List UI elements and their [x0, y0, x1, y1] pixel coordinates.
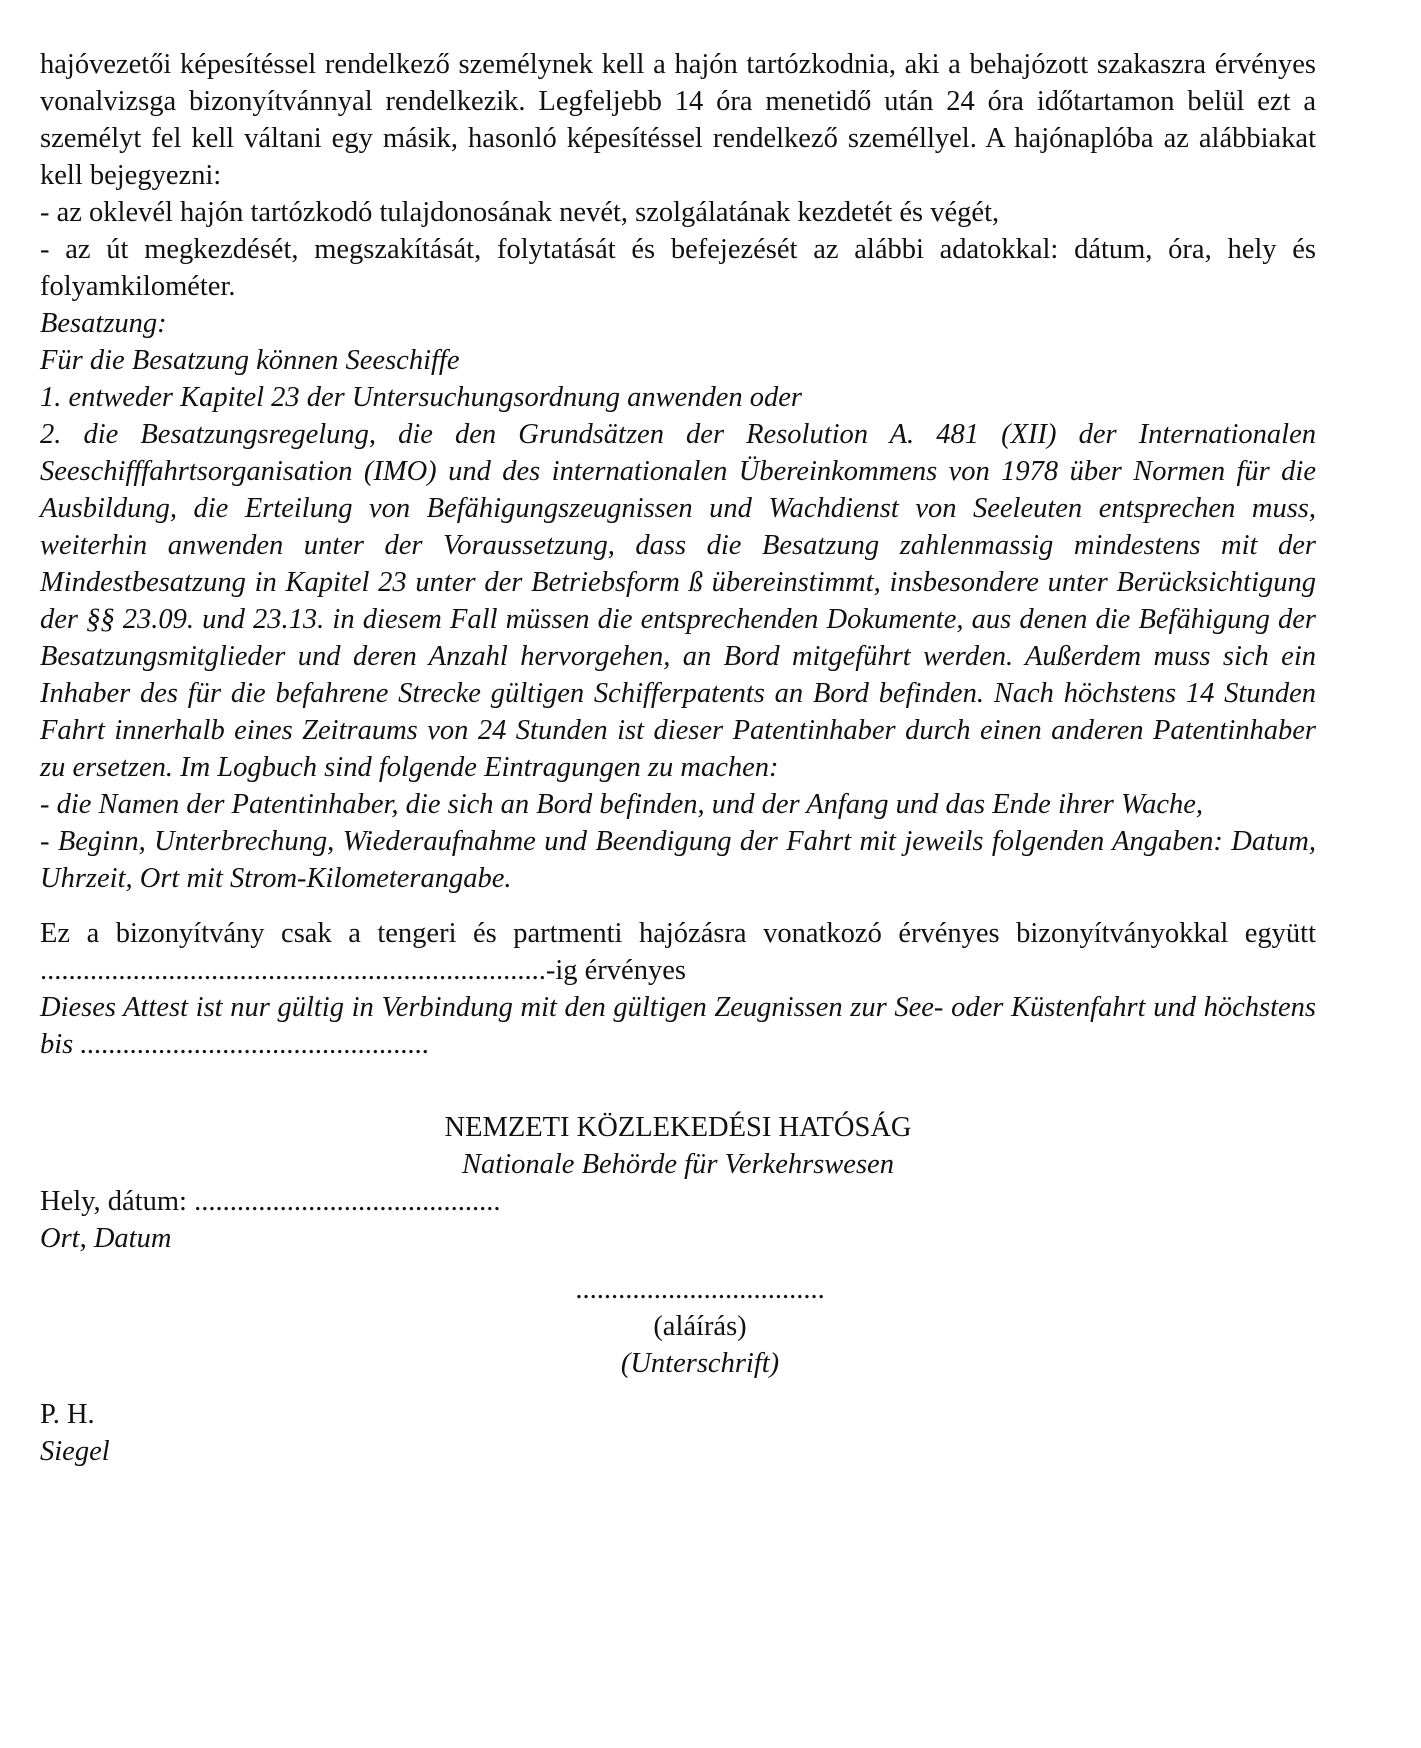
german-list-item: - die Namen der Patentinhaber, die sich an Bord befinden, und der Anfang und das Ende ihrer Wache, — [40, 789, 1204, 820]
document-page — [40, 46, 1316, 1470]
place-date-field: Hely, dátum: ........................................... — [40, 1186, 501, 1217]
hungarian-paragraph: hajóvezetői képesítéssel rendelkező személynek kell a hajón tartózkodnia, aki a behajózott szakaszra érvényes vonalvizsga bizonyítvánnyal rendelkezik. Legfeljebb 14 óra menetidő után 24 óra időtartamon belül ezt a személyt fel kell váltani egy másik, hasonló képesítéssel rendelkező személlyel. A hajónaplóba az alábbiakat kell bejegyezni: — [40, 49, 1316, 191]
german-list-item: 2. die Besatzungsregelung, die den Grundsätzen der Resolution A. 481 (XII) der Internationalen Seeschifffahrtsorganisation (IMO) und des internationalen Übereinkommens von 1978 über Normen für die Ausbildung, die Erteilung von Befähigungszeugnissen und Wachdienst von Seeleuten entsprechen muss, weiterhin anwenden unter der Voraussetzung, dass die Besatzung zahlenmassig mindestens mit der Mindestbesatzung in Kapitel 23 unter der Betriebsform ß übereinstimmt, insbesondere unter Berücksichtigung der §§ 23.09. und 23.13. in diesem Fall müssen die entsprechenden Dokumente, aus denen die Befähigung der Besatzungsmitglieder und deren Anzahl hervorgehen, an Bord mitgeführt werden. Außerdem muss sich ein Inhaber des für die befahrene Strecke gültigen Schifferpatents an Bord befinden. Nach höchstens 14 Stunden Fahrt innerhalb eines Zeitraums von 24 Stunden ist dieser Patentinhaber durch einen anderen Patentinhaber zu ersetzen. Im Logbuch sind folgende Eintragungen zu machen: — [40, 419, 1316, 783]
hungarian-list-item: - az oklevél hajón tartózkodó tulajdonosának nevét, szolgálatának kezdetét és végét, — [40, 197, 1000, 228]
validity-german: Dieses Attest ist nur gültig in Verbindung mit den gültigen Zeugnissen zur See- oder Küstenfahrt und höchstens bis ................................................. — [40, 992, 1316, 1060]
german-heading: Besatzung: — [40, 308, 167, 339]
signature-label: (aláírás) — [653, 1311, 747, 1342]
german-list-item: - Beginn, Unterbrechung, Wiederaufnahme und Beendigung der Fahrt mit jeweils folgenden Angaben: Datum, Uhrzeit, Ort mit Strom-Kilometerangabe. — [40, 826, 1316, 894]
seal-label: P. H. — [40, 1399, 95, 1430]
signature-line: ................................... — [575, 1274, 825, 1305]
hungarian-list-item: - az út megkezdését, megszakítását, folytatását és befejezését az alábbi adatokkal: dátum, óra, hely és folyamkilométer. — [40, 234, 1316, 302]
seal-label-german: Siegel — [40, 1436, 110, 1467]
place-date-label-german: Ort, Datum — [40, 1223, 172, 1254]
german-intro: Für die Besatzung können Seeschiffe — [40, 345, 460, 376]
signature-block — [530, 1271, 870, 1382]
authority-name: NEMZETI KÖZLEKEDÉSI HATÓSÁG — [444, 1112, 912, 1143]
authority-name-german: Nationale Behörde für Verkehrswesen — [462, 1149, 894, 1180]
validity-hungarian: Ez a bizonyítvány csak a tengeri és partmenti hajózásra vonatkozó érvényes bizonyítványokkal együtt .......................................................................-ig érvényes — [40, 918, 1316, 986]
signature-label-german: (Unterschrift) — [620, 1348, 780, 1379]
german-list-item: 1. entweder Kapitel 23 der Untersuchungsordnung anwenden oder — [40, 382, 803, 413]
